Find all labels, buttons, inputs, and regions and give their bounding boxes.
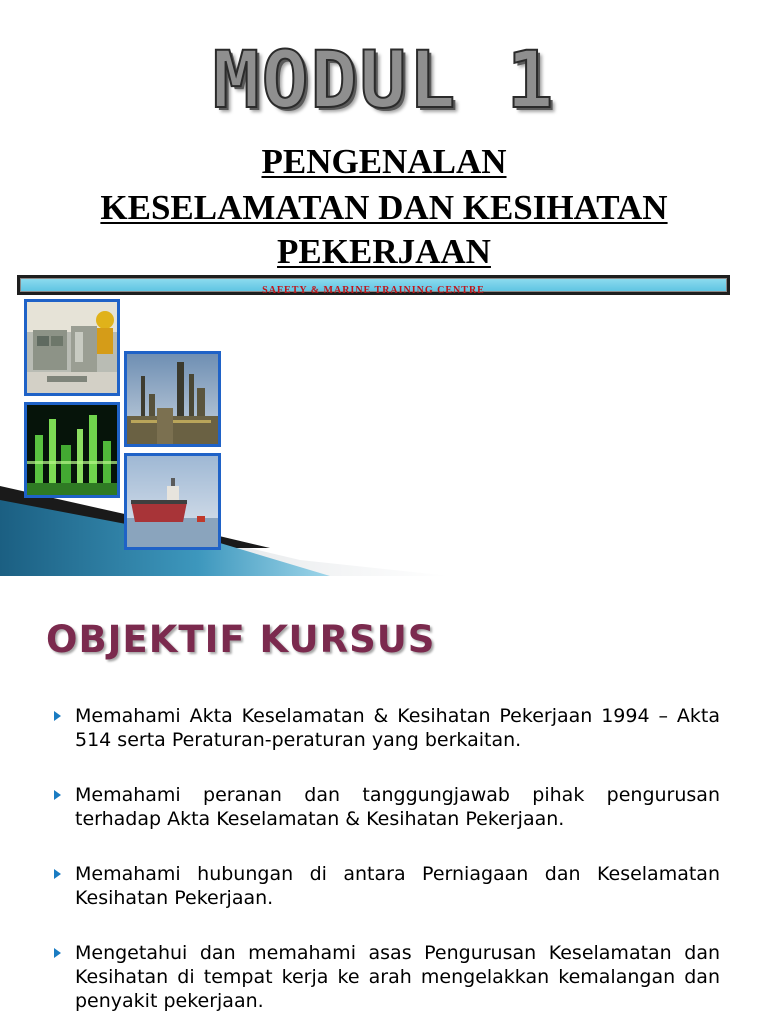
triangle-bullet-icon: [54, 711, 61, 721]
objective-text: Mengetahui dan memahami asas Pengurusan Keselamatan dan Kesihatan di tempat kerja ke arah mengelakkan kemalangan dan penyakit pekerjaan.: [75, 942, 720, 1012]
objective-text: Memahami hubungan di antara Perniagaan dan Keselamatan Kesihatan Pekerjaan.: [75, 863, 720, 909]
list-item: [52, 704, 720, 752]
triangle-bullet-icon: [54, 790, 61, 800]
slide-course-objectives: [0, 576, 768, 1024]
subtitle-line-1: PENGENALAN: [261, 142, 507, 181]
refinery-towers-photo: [124, 351, 221, 447]
tanker-ship-photo: [124, 453, 221, 550]
refinery-night-lights-photo: [24, 402, 120, 498]
list-item: [52, 941, 720, 1013]
control-room-photo: [24, 299, 120, 396]
objective-text: Memahami peranan dan tanggungjawab pihak pengurusan terhadap Akta Keselamatan & Kesihatan Pekerjaan.: [75, 784, 720, 830]
triangle-bullet-icon: [54, 948, 61, 958]
triangle-bullet-icon: [54, 869, 61, 879]
objectives-title: OBJEKTIF KURSUS: [46, 618, 436, 661]
objective-text: Memahami Akta Keselamatan & Kesihatan Pekerjaan 1994 – Akta 514 serta Peraturan-peraturan yang berkaitan.: [75, 705, 720, 751]
banner-text: SAFETY & MARINE TRAINING CENTRE: [262, 285, 485, 296]
list-item: [52, 862, 720, 910]
list-item: [52, 783, 720, 831]
subtitle-line-2: KESELAMATAN DAN KESIHATAN: [100, 188, 668, 227]
training-centre-banner: [17, 275, 730, 295]
module-title: MODUL 1: [212, 36, 556, 126]
objectives-list: [52, 704, 720, 1024]
subtitle-line-3: PEKERJAAN: [277, 232, 491, 271]
